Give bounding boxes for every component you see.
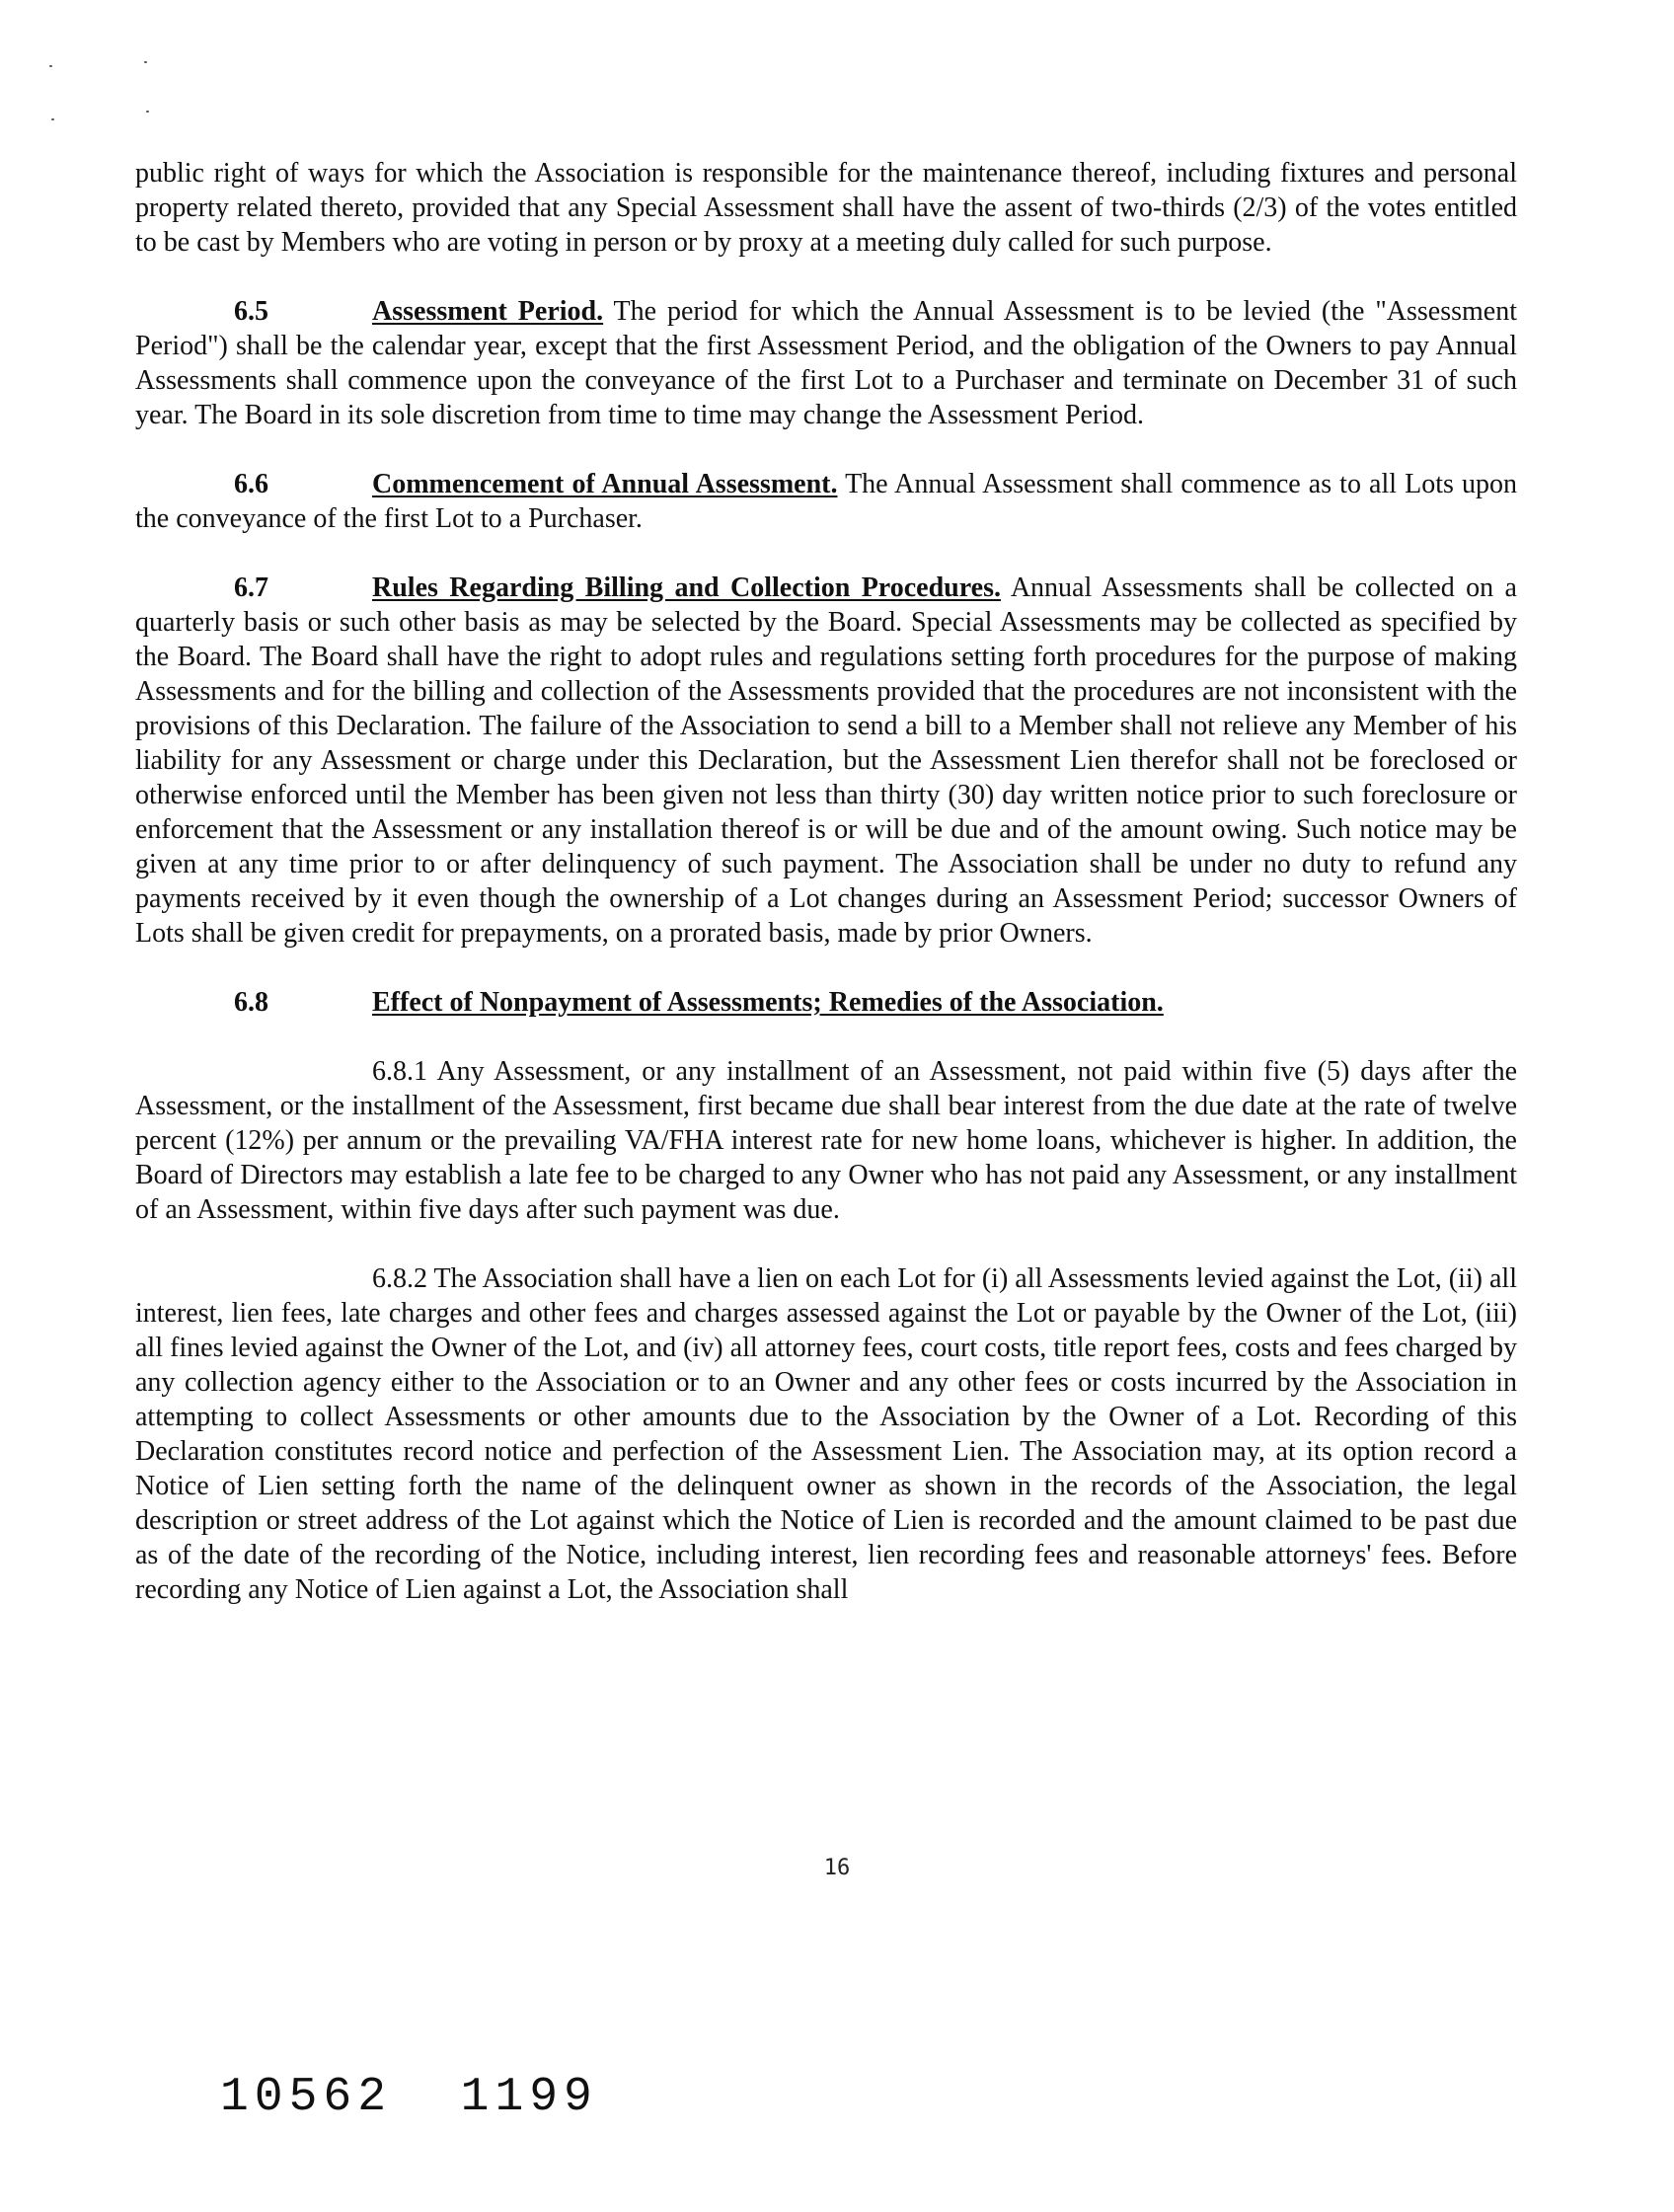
section-6-7 [135, 571, 1517, 951]
section-body: The Annual Assessment shall commence as to all Lots upon the conveyance of the first Lot to a Purchaser. [135, 469, 1517, 534]
section-title: Commencement of Annual Assessment. [372, 469, 838, 499]
section-number: 6.5 [234, 296, 268, 327]
scan-speck [49, 65, 52, 67]
subsection-6-8-1 [135, 1054, 1517, 1227]
scan-speck [51, 118, 54, 120]
recording-stamp: 10562 1199 [220, 2071, 598, 2124]
section-title: Assessment Period. [372, 296, 604, 327]
section-body: Annual Assessments shall be collected on a quarterly basis or such other basis as may be selected by the Board. Special Assessments may be collected as specified by the Board. The Board shall have the right to adopt rules and regulations setting forth procedures for the purpose of making Assessments and for the billing and collection of the Assessments provided that the procedures are not inconsistent with the provisions of this Declaration. The failure of the Association to send a bill to a Member shall not relieve any Member of his liability for any Assessment or charge under this Declaration, but the Assessment Lien therefor shall not be foreclosed or otherwise enforced until the Member has been given not less than thirty (30) day written notice prior to such foreclosure or enforcement that the Assessment or any installation thereof is or will be due and of the amount owing. Such notice may be given at any time prior to or after delinquency of such payment. The Association shall be under no duty to refund any payments received by it even though the ownership of a Lot changes during an Assessment Period; successor Owners of Lots shall be given credit for prepayments, on a prorated basis, made by prior Owners. [135, 572, 1517, 949]
section-6-5 [135, 294, 1517, 432]
subsection-body: The Association shall have a lien on each Lot for (i) all Assessments levied against the Lot, (ii) all interest, lien fees, late charges and other fees and charges assessed against the Lot or payable by the Owner of the Lot, (iii) all fines levied against the Owner of the Lot, and (iv) all attorney fees, court costs, title report fees, costs and fees charged by any collection agency either to the Association or to an Owner and any other fees or costs incurred by the Association in attempting to collect Assessments or other amounts due to the Association by the Owner of a Lot. Recording of this Declaration constitutes record notice and perfection of the Assessment Lien. The Association may, at its option record a Notice of Lien setting forth the name of the delinquent owner as shown in the records of the Association, the legal description or street address of the Lot against which the Notice of Lien is recorded and the amount claimed to be past due as of the date of the recording of the Notice, including interest, lien recording fees and reasonable attorneys' fees. Before recording any Notice of Lien against a Lot, the Association shall [135, 1263, 1517, 1605]
subsection-6-8-2 [135, 1261, 1517, 1607]
subsection-body: Any Assessment, or any installment of an Assessment, not paid within five (5) days after the Assessment, or the installment of the Assessment, first became due shall bear interest from the due date at the rate of twelve percent (12%) per annum or the prevailing VA/FHA interest rate for new home loans, whichever is higher. In addition, the Board of Directors may establish a late fee to be charged to any Owner who has not paid any Assessment, or any installment of an Assessment, within five days after such payment was due. [135, 1056, 1517, 1225]
section-title: Effect of Nonpayment of Assessments; Remedies of the Association. [372, 987, 1164, 1018]
section-number: 6.7 [234, 572, 268, 603]
page-number: 16 [823, 1856, 851, 1880]
section-6-6 [135, 467, 1517, 536]
subsection-number: 6.8.2 [372, 1263, 427, 1294]
section-body: The period for which the Annual Assessment is to be levied (the "Assessment Period") shall be the calendar year, except that the first Assessment Period, and the obligation of the Owners to pay Annual Assessments shall commence upon the conveyance of the first Lot to a Purchaser and terminate on December 31 of such year. The Board in its sole discretion from time to time may change the Assessment Period. [135, 296, 1517, 430]
section-6-8 [135, 985, 1517, 1020]
section-number: 6.6 [234, 469, 268, 499]
section-number: 6.8 [234, 987, 268, 1018]
opening-paragraph: public right of ways for which the Association is responsible for the maintenance thereof, including fixtures and personal property related thereto, provided that any Special Assessment shall have the assent of two-thirds (2/3) of the votes entitled to be cast by Members who are voting in person or by proxy at a meeting duly called for such purpose. [135, 158, 1517, 258]
section-title: Rules Regarding Billing and Collection Procedures. [372, 572, 1001, 603]
scan-speck [144, 61, 147, 63]
document-body [135, 156, 1517, 1607]
scan-speck [146, 111, 149, 113]
subsection-number: 6.8.1 [372, 1056, 427, 1087]
